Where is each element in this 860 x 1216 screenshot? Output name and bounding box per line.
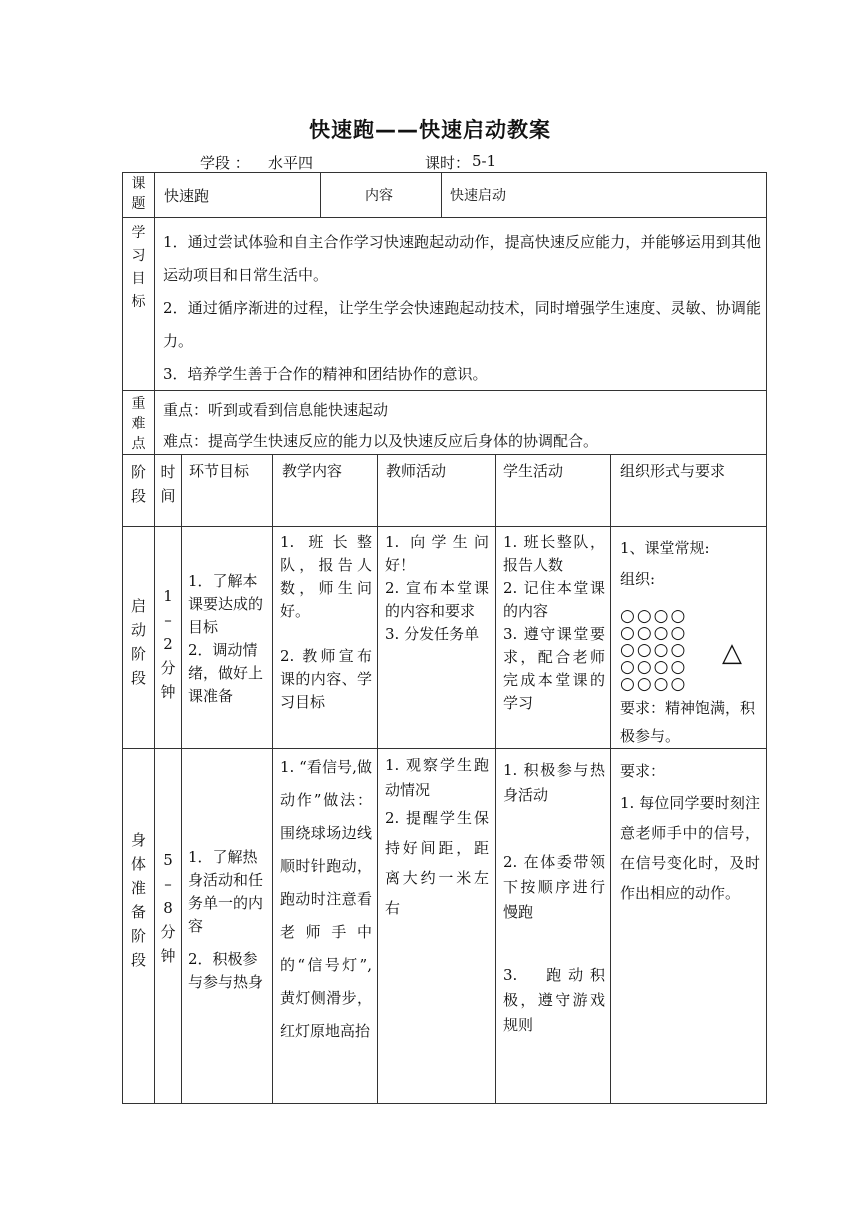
row2-org-text: 1. 每位同学要时刻注意老师手中的信号，在信号变化时，及时作出相应的动作。: [620, 794, 760, 902]
teacher-triangle-icon: △: [722, 638, 742, 668]
stage-label: 学段 ：: [200, 154, 250, 172]
row1-content: 1. 班长整队，报告人数，师生问好。 2. 教师宣布课的内容、学习目标: [280, 533, 372, 711]
stage-value: 水平四: [268, 154, 314, 172]
row2-content: 1. “看信号,做动作”做法：围绕球场边线顺时针跑动，跑动时注意看老师手中的“信号灯”,黄灯侧滑步，红灯原地高抬: [280, 758, 372, 1040]
objective-item: 1．通过尝试体验和自主合作学习快速跑起动动作，提高快速反应能力，并能够运用到其他运动项目和日常生活中。: [163, 233, 761, 284]
header-student: 学生活动: [503, 462, 564, 480]
row2-time: 5 – 8 分 钟: [160, 851, 176, 965]
row2-teacher: 1. 观察学生跑动情况 2. 提醒学生保持好间距，距离大约一米左右: [385, 756, 489, 917]
objective-item: 3．培养学生善于合作的精神和团结协作的意识。: [163, 365, 488, 383]
hours-label: 课时：: [425, 154, 471, 172]
topic-label: 课 题: [131, 176, 146, 212]
difficult-point: 难点：提高学生快速反应的能力以及快速反应后身体的协调配合。: [163, 432, 599, 450]
header-org: 组织形式与要求: [620, 462, 726, 480]
row2-stage: 身 体 准 备 阶 段: [130, 831, 146, 969]
header-stage: 阶 段: [130, 463, 146, 505]
row1-stage: 启 动 阶 段: [130, 597, 146, 687]
topic-value: 快速跑: [164, 187, 210, 205]
row1-org-routine: 1、课堂常规:: [620, 539, 710, 557]
content-value: 快速启动: [450, 188, 506, 204]
header-content: 教学内容: [282, 462, 343, 480]
header-goal: 环节目标: [189, 462, 250, 480]
row1-org-requirement: 要求：精神饱满，积极参与。: [620, 699, 756, 745]
row1-org-label: 组织:: [620, 570, 656, 588]
header-teacher: 教师活动: [386, 462, 447, 480]
row1-goal: 1．了解本课要达成的目标 2．调动情绪，做好上课准备: [188, 572, 264, 705]
hours-value: 5-1: [472, 152, 497, 170]
content-label: 内容: [365, 188, 393, 204]
objectives-label: 学 习 目 标: [131, 225, 146, 310]
row1-teacher: 1. 向学生问好！ 2. 宣布本堂课的内容和要求 3. 分发任务单: [385, 533, 489, 643]
row2-student: 1. 积极参与热身活动 2. 在体委带领下按顺序进行慢跑 3. 跑动积极，遵守游戏规则: [503, 761, 605, 1034]
row2-goal: 1．了解热身活动和任务单一的内容 2．积极参与参与热身: [188, 848, 264, 991]
page-title: 快速跑——快速启动教案: [309, 118, 551, 142]
row2-org-label: 要求：: [620, 762, 666, 780]
header-time: 时 间: [160, 463, 176, 505]
row1-time: 1 – 2 分 钟: [160, 587, 176, 701]
formation-circles: ○○○○ ○○○○ ○○○○ ○○○○ ○○○○: [620, 606, 688, 694]
key-point: 重点：听到或看到信息能快速起动: [163, 401, 389, 419]
row1-student: 1. 班长整队，报告人数 2. 记住本堂课的内容 3. 遵守课堂要求，配合老师完成本堂课的学习: [503, 533, 605, 712]
objective-item: 2．通过循序渐进的过程，让学生学会快速跑起动技术，同时增强学生速度、灵敏、协调能力。: [163, 299, 761, 350]
objectives-list: [163, 226, 761, 391]
key-points-label: 重 难 点: [131, 396, 146, 452]
